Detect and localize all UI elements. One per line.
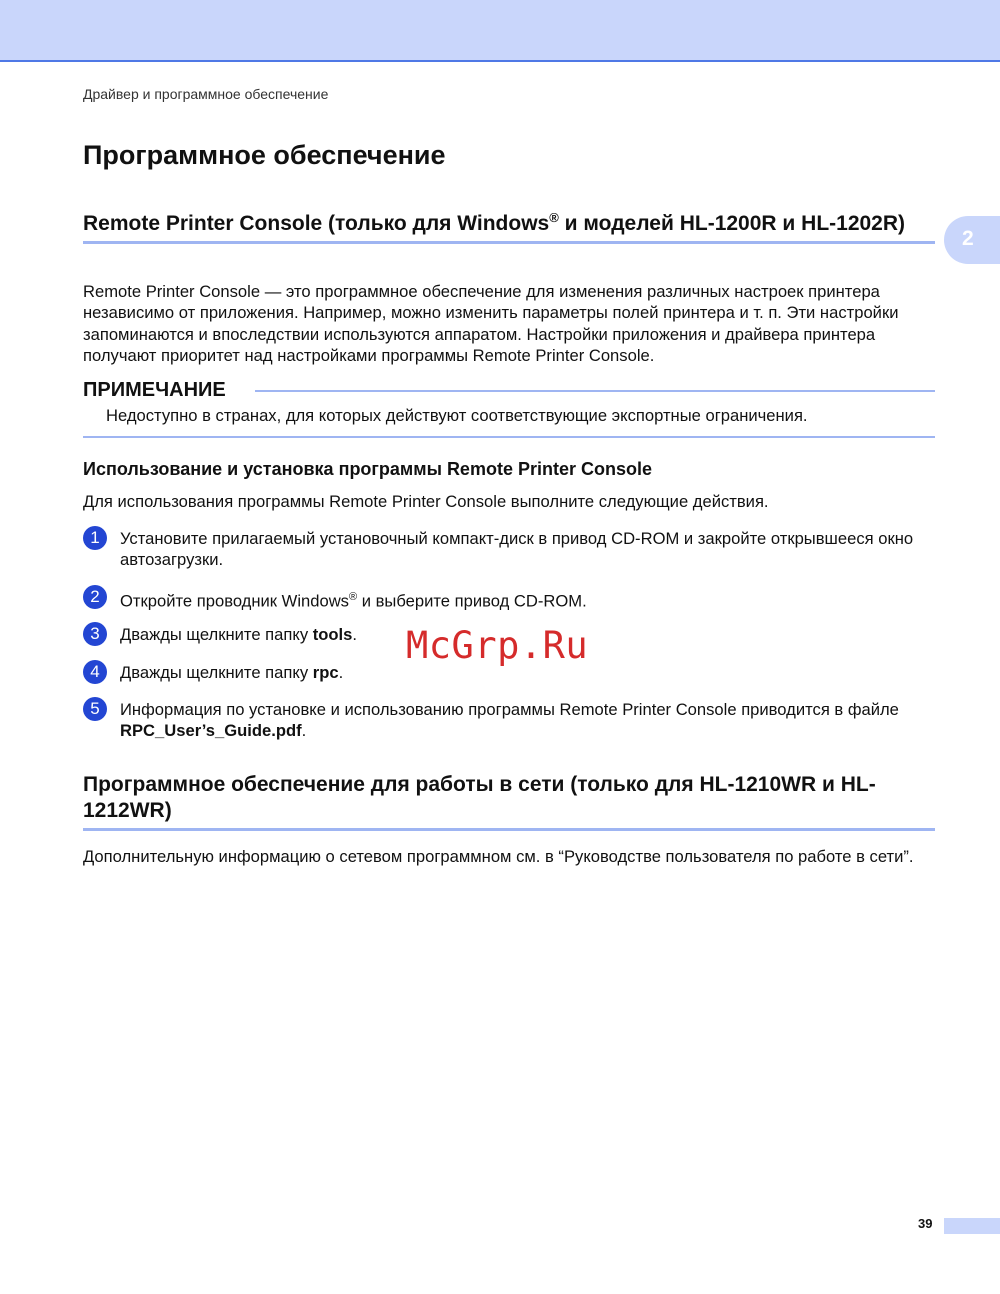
chapter-tab [944, 216, 1000, 264]
section-heading-remote-printer-console [83, 205, 935, 244]
file-name-guide: RPC_User’s_Guide.pdf [120, 721, 302, 741]
watermark-logo: McGrp.Ru [406, 624, 589, 667]
section-heading-network-software: Программное обеспечение для работы в сети (только для HL-1210WR и HL-1212WR) [83, 772, 935, 831]
section-heading-part1: Remote Printer Console (только для Windows [83, 212, 550, 235]
section-intro-paragraph: Remote Printer Console — это программное обеспечение для изменения различных настроек принтера независимо от приложения. Например, можно изменить параметры полей принтера и т. п. Эти настройки запоминаются и впоследствии используются аппаратом. Настройки приложения и драйвера принтера получают приоритет над настройками программы Remote Printer Console. [83, 282, 899, 365]
registered-mark: ® [549, 210, 559, 225]
step-text: Откройте проводник Windows® и выберите привод CD-ROM. [120, 591, 587, 611]
page-title: Программное обеспечение [83, 140, 446, 170]
step-text: Информация по установке и использованию программы Remote Printer Console приводится в файле RPC_User’s_Guide.pdf. [120, 700, 899, 741]
step-number-badge: 1 [83, 526, 107, 550]
step-text: Установите прилагаемый установочный компакт-диск в привод CD-ROM и закройте открывшееся окно автозагрузки. [120, 529, 914, 570]
sub-heading-usage: Использование и установка программы Remote Printer Console [83, 459, 652, 479]
footer-tab [944, 1218, 1000, 1234]
step-number-badge: 4 [83, 660, 107, 684]
note-divider-bottom [83, 436, 935, 438]
step-number-badge: 3 [83, 622, 107, 646]
folder-name-rpc: rpc [312, 663, 339, 682]
step-number-badge: 5 [83, 697, 107, 721]
network-info-paragraph: Дополнительную информацию о сетевом программном см. в “Руководстве пользователя по работе в сети”. [83, 847, 914, 866]
folder-name-tools: tools [312, 625, 353, 644]
sub-intro-paragraph: Для использования программы Remote Printer Console выполните следующие действия. [83, 492, 769, 511]
top-header-band [0, 0, 1000, 62]
note-title: ПРИМЕЧАНИЕ [83, 379, 226, 401]
step-number-badge: 2 [83, 585, 107, 609]
step-text: Дважды щелкните папку tools. [120, 625, 358, 644]
step-text: Дважды щелкните папку rpc. [120, 663, 344, 682]
page-number: 39 [918, 1216, 933, 1231]
note-text: Недоступно в странах, для которых действуют соответствующие экспортные ограничения. [106, 406, 808, 425]
section-heading-part2: и моделей HL-1200R и HL-1202R) [558, 212, 906, 235]
breadcrumb: Драйвер и программное обеспечение [83, 86, 329, 102]
chapter-number: 2 [962, 227, 974, 250]
note-divider-top [255, 390, 935, 392]
registered-mark: ® [348, 591, 358, 603]
